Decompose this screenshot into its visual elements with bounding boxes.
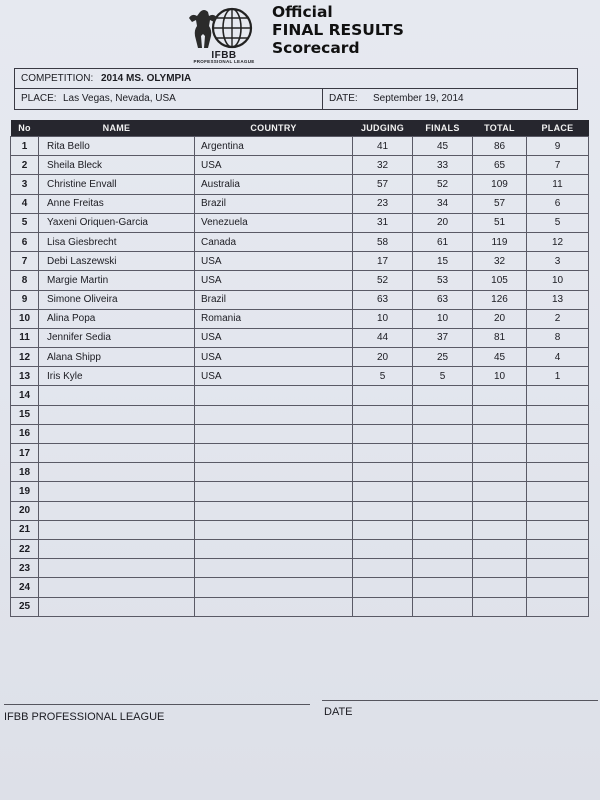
table-row (11, 405, 589, 424)
cell-finals: 34 (413, 194, 473, 213)
cell-total: 32 (473, 252, 527, 271)
cell-no: 2 (11, 156, 39, 175)
cell-judging (353, 424, 413, 443)
cell-place: 7 (527, 156, 589, 175)
cell-finals: 61 (413, 232, 473, 251)
cell-country: USA (195, 367, 353, 386)
cell-judging (353, 578, 413, 597)
cell-judging (353, 405, 413, 424)
signature-line-date (322, 700, 598, 701)
cell-judging (353, 520, 413, 539)
col-header-finals: FINALS (413, 120, 473, 137)
col-header-total: TOTAL (473, 120, 527, 137)
cell-finals (413, 520, 473, 539)
cell-place: 11 (527, 175, 589, 194)
cell-no: 7 (11, 252, 39, 271)
cell-place (527, 597, 589, 616)
cell-no: 10 (11, 309, 39, 328)
cell-finals (413, 463, 473, 482)
cell-place: 3 (527, 252, 589, 271)
cell-country: Australia (195, 175, 353, 194)
col-header-name: NAME (39, 120, 195, 137)
cell-country: Brazil (195, 194, 353, 213)
cell-judging (353, 539, 413, 558)
table-row (11, 386, 589, 405)
cell-no: 13 (11, 367, 39, 386)
cell-name: Alana Shipp (39, 348, 195, 367)
cell-place (527, 559, 589, 578)
cell-finals (413, 501, 473, 520)
place-value: Las Vegas, Nevada, USA (63, 93, 176, 104)
cell-finals: 20 (413, 213, 473, 232)
cell-name (39, 539, 195, 558)
cell-name: Christine Envall (39, 175, 195, 194)
cell-finals: 52 (413, 175, 473, 194)
cell-place (527, 482, 589, 501)
cell-total: 65 (473, 156, 527, 175)
cell-place: 2 (527, 309, 589, 328)
table-row (11, 597, 589, 616)
cell-name: Alina Popa (39, 309, 195, 328)
cell-name (39, 444, 195, 463)
cell-no: 9 (11, 290, 39, 309)
table-row (11, 348, 589, 367)
cell-place (527, 424, 589, 443)
cell-total (473, 501, 527, 520)
cell-judging: 5 (353, 367, 413, 386)
cell-place (527, 539, 589, 558)
cell-country (195, 501, 353, 520)
cell-total: 57 (473, 194, 527, 213)
table-row (11, 213, 589, 232)
cell-judging (353, 482, 413, 501)
cell-no: 4 (11, 194, 39, 213)
cell-name: Sheila Bleck (39, 156, 195, 175)
table-row (11, 271, 589, 290)
cell-finals (413, 539, 473, 558)
cell-place (527, 405, 589, 424)
col-header-country: COUNTRY (195, 120, 353, 137)
results-body (11, 137, 589, 617)
cell-name (39, 405, 195, 424)
cell-no: 21 (11, 520, 39, 539)
cell-no: 11 (11, 328, 39, 347)
signature-line-league (4, 704, 310, 705)
cell-judging: 44 (353, 328, 413, 347)
table-row (11, 232, 589, 251)
cell-finals: 45 (413, 137, 473, 156)
table-row (11, 194, 589, 213)
cell-judging: 41 (353, 137, 413, 156)
table-row (11, 520, 589, 539)
league-signature-label: IFBB PROFESSIONAL LEAGUE (4, 711, 165, 723)
table-header-row (11, 120, 589, 137)
cell-no: 18 (11, 463, 39, 482)
cell-place (527, 386, 589, 405)
cell-judging: 63 (353, 290, 413, 309)
cell-no: 1 (11, 137, 39, 156)
cell-place (527, 501, 589, 520)
cell-total (473, 578, 527, 597)
cell-total: 126 (473, 290, 527, 309)
cell-judging: 58 (353, 232, 413, 251)
table-row (11, 290, 589, 309)
table-row (11, 309, 589, 328)
cell-name: Debi Laszewski (39, 252, 195, 271)
cell-total: 86 (473, 137, 527, 156)
cell-total (473, 597, 527, 616)
cell-country (195, 520, 353, 539)
cell-name (39, 578, 195, 597)
date-label: DATE: (329, 93, 358, 104)
cell-name: Yaxeni Oriquen-Garcia (39, 213, 195, 232)
cell-no: 14 (11, 386, 39, 405)
cell-name: Simone Oliveira (39, 290, 195, 309)
cell-name (39, 559, 195, 578)
cell-name (39, 501, 195, 520)
cell-finals (413, 424, 473, 443)
cell-total: 10 (473, 367, 527, 386)
cell-finals: 25 (413, 348, 473, 367)
cell-no: 17 (11, 444, 39, 463)
cell-total (473, 463, 527, 482)
cell-total: 51 (473, 213, 527, 232)
cell-no: 3 (11, 175, 39, 194)
cell-judging (353, 501, 413, 520)
cell-finals: 33 (413, 156, 473, 175)
cell-total: 20 (473, 309, 527, 328)
logo-wordmark: IFBB (211, 50, 237, 61)
cell-judging: 52 (353, 271, 413, 290)
cell-total: 81 (473, 328, 527, 347)
cell-finals (413, 482, 473, 501)
cell-judging (353, 444, 413, 463)
competition-value: 2014 MS. OLYMPIA (101, 73, 192, 84)
cell-finals: 10 (413, 309, 473, 328)
table-row (11, 501, 589, 520)
cell-place: 13 (527, 290, 589, 309)
cell-total (473, 424, 527, 443)
cell-finals: 37 (413, 328, 473, 347)
cell-finals (413, 578, 473, 597)
cell-judging: 32 (353, 156, 413, 175)
cell-no: 20 (11, 501, 39, 520)
competition-row (15, 69, 577, 89)
place-date-row (15, 89, 577, 109)
table-row (11, 539, 589, 558)
date-signature-label: DATE (324, 706, 353, 718)
cell-finals (413, 559, 473, 578)
cell-country (195, 424, 353, 443)
date-value: September 19, 2014 (373, 93, 464, 104)
cell-name (39, 482, 195, 501)
table-row (11, 328, 589, 347)
cell-judging: 57 (353, 175, 413, 194)
cell-finals (413, 386, 473, 405)
cell-judging: 10 (353, 309, 413, 328)
cell-country: Argentina (195, 137, 353, 156)
cell-country: Canada (195, 232, 353, 251)
table-row (11, 175, 589, 194)
table-row (11, 252, 589, 271)
col-header-no: No (11, 120, 39, 137)
title-line-scorecard: Scorecard (272, 39, 360, 57)
cell-country: Romania (195, 309, 353, 328)
cell-judging: 23 (353, 194, 413, 213)
cell-name (39, 463, 195, 482)
cell-place (527, 520, 589, 539)
cell-country (195, 539, 353, 558)
cell-no: 19 (11, 482, 39, 501)
cell-place: 8 (527, 328, 589, 347)
cell-total: 119 (473, 232, 527, 251)
place-label: PLACE: (21, 93, 57, 104)
globe-bodybuilder-icon (178, 6, 270, 50)
cell-no: 16 (11, 424, 39, 443)
competition-info-box (14, 68, 578, 110)
cell-finals: 5 (413, 367, 473, 386)
table-row (11, 137, 589, 156)
table-row (11, 578, 589, 597)
table-row (11, 424, 589, 443)
cell-no: 25 (11, 597, 39, 616)
cell-country (195, 597, 353, 616)
cell-no: 15 (11, 405, 39, 424)
cell-total (473, 539, 527, 558)
cell-finals: 53 (413, 271, 473, 290)
cell-no: 8 (11, 271, 39, 290)
cell-country: Brazil (195, 290, 353, 309)
cell-country (195, 405, 353, 424)
cell-judging (353, 386, 413, 405)
cell-name (39, 520, 195, 539)
cell-total (473, 444, 527, 463)
title-line-final-results: FINAL RESULTS (272, 21, 404, 39)
cell-country: USA (195, 252, 353, 271)
cell-judging: 20 (353, 348, 413, 367)
cell-name: Jennifer Sedia (39, 328, 195, 347)
cell-total: 45 (473, 348, 527, 367)
table-row (11, 367, 589, 386)
results-table (10, 120, 589, 617)
cell-country (195, 444, 353, 463)
cell-country: USA (195, 348, 353, 367)
cell-name (39, 597, 195, 616)
cell-name: Anne Freitas (39, 194, 195, 213)
table-row (11, 482, 589, 501)
cell-place (527, 463, 589, 482)
cell-no: 24 (11, 578, 39, 597)
table-row (11, 444, 589, 463)
table-row (11, 156, 589, 175)
title-line-official: Official (272, 3, 333, 21)
cell-country: USA (195, 328, 353, 347)
cell-judging (353, 463, 413, 482)
cell-place: 9 (527, 137, 589, 156)
cell-judging (353, 597, 413, 616)
cell-judging: 31 (353, 213, 413, 232)
cell-place: 10 (527, 271, 589, 290)
cell-country (195, 386, 353, 405)
cell-place (527, 578, 589, 597)
ifbb-logo (178, 6, 270, 64)
cell-no: 5 (11, 213, 39, 232)
cell-total (473, 405, 527, 424)
cell-no: 6 (11, 232, 39, 251)
cell-total (473, 482, 527, 501)
cell-name (39, 386, 195, 405)
cell-total (473, 559, 527, 578)
cell-total: 109 (473, 175, 527, 194)
table-row (11, 559, 589, 578)
cell-place: 1 (527, 367, 589, 386)
page-title (272, 3, 404, 57)
cell-finals (413, 597, 473, 616)
cell-place: 4 (527, 348, 589, 367)
cell-name: Margie Martin (39, 271, 195, 290)
cell-no: 12 (11, 348, 39, 367)
cell-no: 22 (11, 539, 39, 558)
cell-judging: 17 (353, 252, 413, 271)
cell-country (195, 463, 353, 482)
col-header-judging: JUDGING (353, 120, 413, 137)
cell-name (39, 424, 195, 443)
cell-country (195, 559, 353, 578)
cell-place: 5 (527, 213, 589, 232)
logo-subtext: PROFESSIONAL LEAGUE (193, 59, 255, 64)
cell-finals (413, 444, 473, 463)
cell-place: 12 (527, 232, 589, 251)
competition-label: COMPETITION: (21, 73, 94, 84)
cell-finals: 63 (413, 290, 473, 309)
cell-country: Venezuela (195, 213, 353, 232)
table-row (11, 463, 589, 482)
cell-no: 23 (11, 559, 39, 578)
cell-country (195, 578, 353, 597)
cell-country: USA (195, 156, 353, 175)
cell-name: Rita Bello (39, 137, 195, 156)
cell-name: Iris Kyle (39, 367, 195, 386)
cell-country (195, 482, 353, 501)
cell-total (473, 386, 527, 405)
cell-finals (413, 405, 473, 424)
cell-name: Lisa Giesbrecht (39, 232, 195, 251)
cell-country: USA (195, 271, 353, 290)
cell-judging (353, 559, 413, 578)
place-date-divider (322, 89, 323, 109)
cell-place (527, 444, 589, 463)
cell-total (473, 520, 527, 539)
col-header-place: PLACE (527, 120, 589, 137)
cell-place: 6 (527, 194, 589, 213)
cell-total: 105 (473, 271, 527, 290)
cell-finals: 15 (413, 252, 473, 271)
